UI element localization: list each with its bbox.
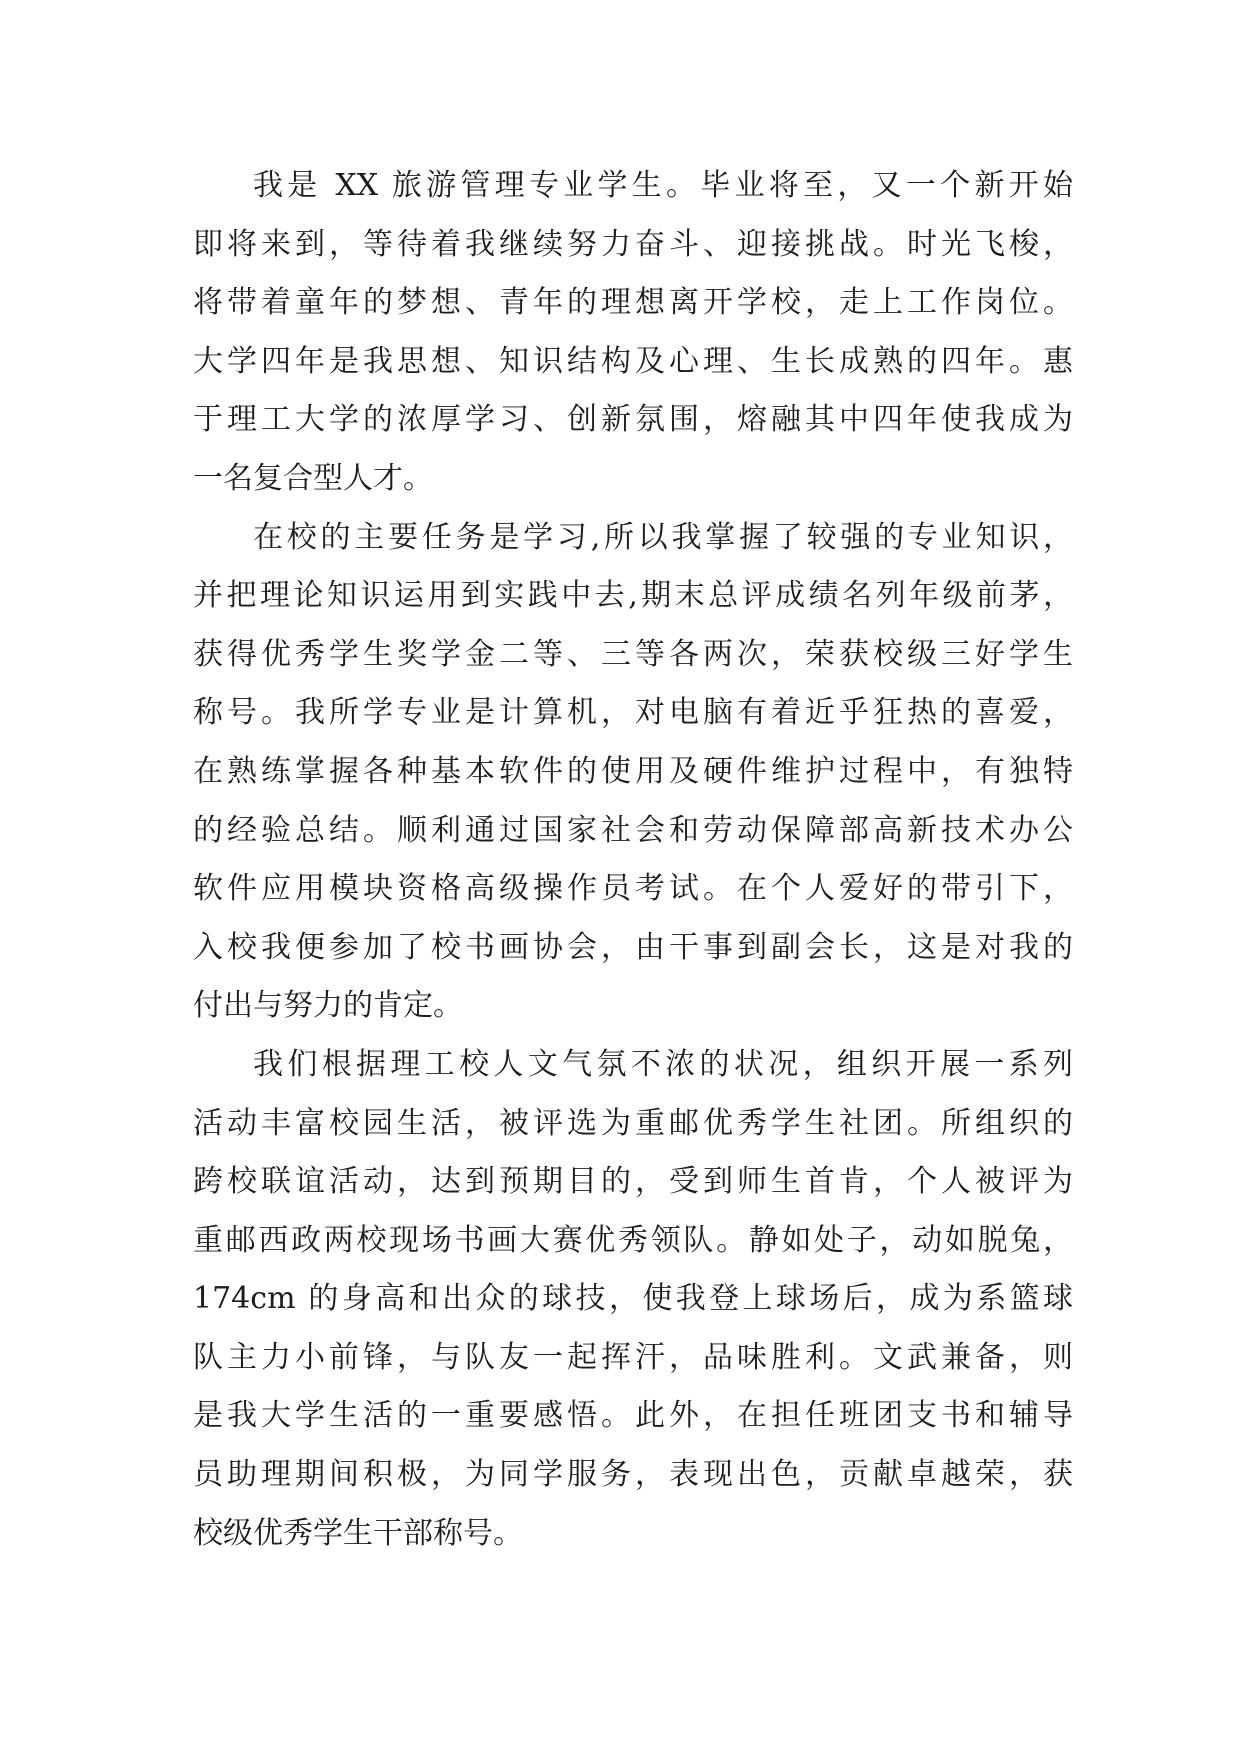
text-line: 跨校联谊活动，达到预期目的，受到师生首肯，个人被评为 [193, 1164, 1073, 1200]
text-line: 174cm 的身高和出众的球技，使我登上球场后，成为系篮球 [193, 1281, 1073, 1317]
text-line: 校级优秀学生干部称号。 [193, 1515, 523, 1551]
text-line: 员助理期间积极，为同学服务，表现出色，贡献卓越荣，获 [193, 1457, 1073, 1493]
text-line: 入校我便参加了校书画协会，由干事到副会长，这是对我的 [193, 929, 1073, 965]
text-line: 重邮西政两校现场书画大赛优秀领队。静如处子，动如脱兔， [193, 1222, 1073, 1258]
text-line: 软件应用模块资格高级操作员考试。在个人爱好的带引下， [193, 871, 1073, 907]
text-line: 队主力小前锋，与队友一起挥汗，品味胜利。文武兼备，则 [193, 1339, 1073, 1375]
paragraph-1 [193, 157, 1073, 509]
text-line: 我是 XX 旅游管理专业学生。毕业将至，又一个新开始 [253, 168, 1073, 203]
text-line: 付出与努力的肯定。 [193, 988, 463, 1024]
text-line: 将带着童年的梦想、青年的理想离开学校，走上工作岗位。 [193, 285, 1073, 321]
text-line: 在校的主要任务是学习,所以我掌握了较强的专业知识， [253, 519, 1073, 555]
text-line: 于理工大学的浓厚学习、创新氛围，熔融其中四年使我成为 [193, 402, 1073, 438]
text-line: 获得优秀学生奖学金二等、三等各两次，荣获校级三好学生 [193, 636, 1073, 672]
text-line: 在熟练掌握各种基本软件的使用及硬件维护过程中，有独特 [193, 753, 1073, 789]
text-line: 一名复合型人才。 [193, 460, 433, 496]
text-line: 即将来到，等待着我继续努力奋斗、迎接挑战。时光飞梭， [193, 226, 1073, 262]
text-line: 的经验总结。顺利通过国家社会和劳动保障部高新技术办公 [193, 812, 1073, 848]
text-line: 我们根据理工校人文气氛不浓的状况，组织开展一系列 [253, 1046, 1073, 1082]
text-line: 是我大学生活的一重要感悟。此外，在担任班团支书和辅导 [193, 1398, 1073, 1434]
document-body [193, 157, 1073, 1563]
paragraph-2 [193, 509, 1073, 1036]
paragraph-3 [193, 1036, 1073, 1563]
text-line: 并把理论知识运用到实践中去,期末总评成绩名列年级前茅， [193, 578, 1073, 614]
text-line: 活动丰富校园生活，被评选为重邮优秀学生社团。所组织的 [193, 1105, 1073, 1141]
text-line: 大学四年是我思想、知识结构及心理、生长成熟的四年。惠 [193, 343, 1073, 379]
text-line: 称号。我所学专业是计算机，对电脑有着近乎狂热的喜爱， [193, 695, 1073, 731]
